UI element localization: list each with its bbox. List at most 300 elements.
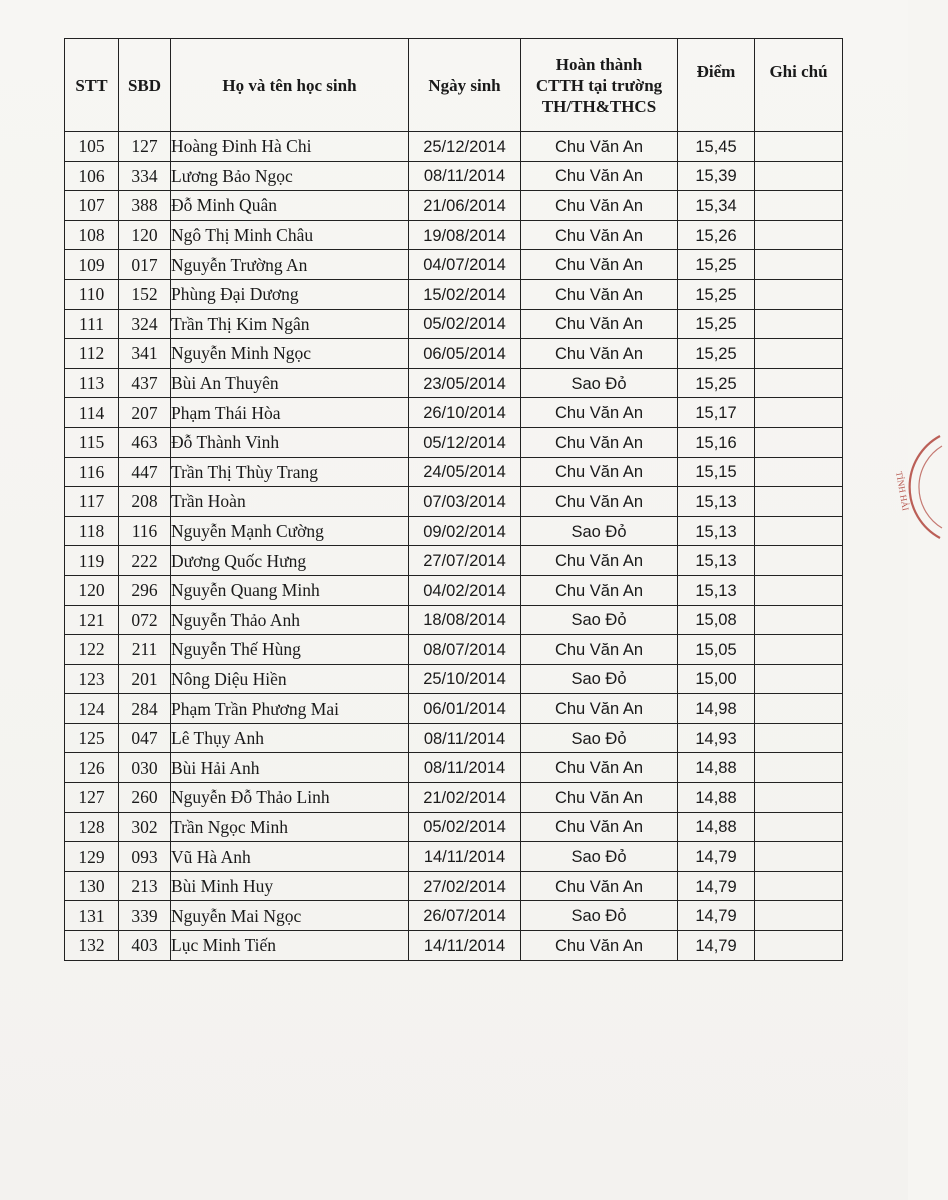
- row-stt: [65, 220, 119, 250]
- row-school: [521, 516, 678, 546]
- row-date-of-birth-text: 04/07/2014: [423, 256, 506, 275]
- row-date-of-birth: [409, 664, 521, 694]
- row-stt: [65, 427, 119, 457]
- table-row: [65, 783, 843, 813]
- row-note: [755, 161, 843, 191]
- row-school-text: Chu Văn An: [554, 285, 644, 304]
- row-student-name: [171, 191, 409, 221]
- row-score-text: 15,13: [695, 581, 737, 600]
- row-stt-text: 124: [78, 698, 105, 719]
- row-school-text: Chu Văn An: [554, 936, 644, 955]
- row-sbd: [119, 871, 171, 901]
- row-sbd-text: 284: [131, 698, 158, 719]
- row-sbd: [119, 368, 171, 398]
- row-date-of-birth-text: 14/11/2014: [423, 936, 506, 955]
- row-school-text: Chu Văn An: [554, 256, 644, 275]
- row-date-of-birth-text: 05/12/2014: [423, 433, 506, 452]
- header-school-line1: Hoàn thành: [555, 54, 643, 74]
- row-student-name-text: Bùi Hải Anh: [171, 757, 260, 778]
- table-row: [65, 575, 843, 605]
- row-score: [678, 694, 755, 724]
- header-student-name: Họ và tên học sinh: [171, 39, 409, 132]
- row-student-name-text: Trần Thị Thùy Trang: [171, 461, 319, 482]
- row-score: [678, 250, 755, 280]
- row-school-text: Chu Văn An: [554, 315, 644, 334]
- row-sbd: [119, 753, 171, 783]
- row-student-name-text: Nguyễn Minh Ngọc: [171, 343, 311, 364]
- row-date-of-birth-text: 27/07/2014: [423, 552, 506, 571]
- row-student-name: [171, 250, 409, 280]
- row-score-text: 14,88: [695, 759, 737, 778]
- row-date-of-birth: [409, 723, 521, 753]
- row-date-of-birth-text: 08/11/2014: [423, 729, 506, 748]
- row-school-text: Sao Đỏ: [571, 522, 627, 541]
- row-stt: [65, 664, 119, 694]
- row-school: [521, 783, 678, 813]
- row-school: [521, 309, 678, 339]
- row-student-name-text: Phạm Trần Phương Mai: [171, 698, 340, 719]
- table-row: [65, 931, 843, 961]
- table-row: [65, 161, 843, 191]
- row-score: [678, 487, 755, 517]
- row-date-of-birth: [409, 783, 521, 813]
- row-note: [755, 664, 843, 694]
- row-score-text: 15,13: [695, 522, 737, 541]
- row-note: [755, 309, 843, 339]
- row-sbd: [119, 694, 171, 724]
- row-student-name: [171, 694, 409, 724]
- row-stt-text: 110: [78, 284, 105, 305]
- row-date-of-birth: [409, 220, 521, 250]
- row-sbd-text: 403: [131, 935, 158, 956]
- row-score-text: 14,79: [695, 907, 737, 926]
- row-school: [521, 220, 678, 250]
- row-stt-text: 122: [78, 639, 105, 660]
- row-sbd-text: 116: [131, 521, 158, 542]
- row-stt-text: 106: [78, 165, 105, 186]
- row-student-name: [171, 516, 409, 546]
- row-note: [755, 546, 843, 576]
- row-date-of-birth-text: 26/07/2014: [423, 907, 506, 926]
- row-stt-text: 131: [78, 905, 105, 926]
- row-note: [755, 812, 843, 842]
- row-date-of-birth: [409, 753, 521, 783]
- row-date-of-birth: [409, 279, 521, 309]
- row-student-name: [171, 309, 409, 339]
- row-score: [678, 132, 755, 162]
- row-score-text: 14,79: [695, 848, 737, 867]
- row-student-name: [171, 605, 409, 635]
- row-school: [521, 487, 678, 517]
- row-student-name-text: Ngô Thị Minh Châu: [171, 225, 314, 246]
- row-school-text: Chu Văn An: [554, 492, 644, 511]
- row-date-of-birth-text: 15/02/2014: [423, 285, 506, 304]
- row-student-name-text: Trần Ngọc Minh: [171, 816, 288, 837]
- row-school-text: Chu Văn An: [554, 344, 644, 363]
- row-stt-text: 114: [78, 402, 105, 423]
- row-student-name: [171, 723, 409, 753]
- table-row: [65, 664, 843, 694]
- row-score-text: 15,25: [695, 256, 737, 275]
- row-stt: [65, 901, 119, 931]
- row-date-of-birth-text: 06/01/2014: [423, 700, 506, 719]
- row-sbd: [119, 931, 171, 961]
- row-school-text: Chu Văn An: [554, 137, 644, 156]
- row-score: [678, 427, 755, 457]
- table-row: [65, 250, 843, 280]
- row-note: [755, 931, 843, 961]
- row-stt: [65, 635, 119, 665]
- row-sbd-text: 324: [131, 313, 158, 334]
- row-score-text: 14,79: [695, 877, 737, 896]
- row-student-name-text: Nguyễn Mai Ngọc: [171, 905, 302, 926]
- row-stt: [65, 398, 119, 428]
- row-date-of-birth: [409, 132, 521, 162]
- row-date-of-birth: [409, 931, 521, 961]
- table-header-row: [65, 39, 843, 132]
- row-score: [678, 575, 755, 605]
- row-score-text: 15,15: [695, 463, 737, 482]
- row-sbd: [119, 546, 171, 576]
- row-score: [678, 309, 755, 339]
- table-row: [65, 842, 843, 872]
- row-student-name: [171, 339, 409, 369]
- header-school-line3: TH/TH&THCS: [541, 96, 657, 116]
- row-student-name-text: Trần Thị Kim Ngân: [171, 313, 310, 334]
- row-school-text: Chu Văn An: [554, 759, 644, 778]
- student-results-table: [64, 38, 843, 961]
- row-date-of-birth-text: 19/08/2014: [423, 226, 506, 245]
- table-row: [65, 487, 843, 517]
- row-student-name: [171, 901, 409, 931]
- row-sbd-text: 222: [131, 550, 158, 571]
- row-date-of-birth-text: 25/12/2014: [423, 137, 506, 156]
- row-sbd-text: 017: [131, 254, 158, 275]
- row-student-name: [171, 457, 409, 487]
- row-school-text: Chu Văn An: [554, 196, 644, 215]
- row-date-of-birth-text: 21/02/2014: [423, 788, 506, 807]
- row-score: [678, 161, 755, 191]
- table-row: [65, 368, 843, 398]
- row-note: [755, 783, 843, 813]
- row-school-text: Sao Đỏ: [571, 670, 627, 689]
- row-school: [521, 250, 678, 280]
- table-row: [65, 901, 843, 931]
- row-stt: [65, 191, 119, 221]
- header-school: [521, 39, 678, 132]
- header-score: Điểm: [678, 39, 755, 132]
- row-stt: [65, 723, 119, 753]
- row-stt: [65, 546, 119, 576]
- table-row: [65, 516, 843, 546]
- table-row: [65, 605, 843, 635]
- row-score: [678, 220, 755, 250]
- row-stt-text: 107: [78, 195, 105, 216]
- row-stt-text: 113: [78, 373, 105, 394]
- row-date-of-birth: [409, 694, 521, 724]
- row-school: [521, 931, 678, 961]
- row-sbd-text: 120: [131, 225, 158, 246]
- row-score-text: 14,88: [695, 818, 737, 837]
- row-stt-text: 119: [78, 550, 105, 571]
- row-school: [521, 191, 678, 221]
- row-sbd: [119, 279, 171, 309]
- row-date-of-birth: [409, 635, 521, 665]
- row-student-name-text: Nguyễn Trường An: [171, 254, 308, 275]
- table-row: [65, 339, 843, 369]
- row-date-of-birth: [409, 871, 521, 901]
- row-student-name: [171, 546, 409, 576]
- row-stt: [65, 753, 119, 783]
- row-school-text: Sao Đỏ: [571, 374, 627, 393]
- row-date-of-birth-text: 08/11/2014: [423, 167, 506, 186]
- row-school-text: Chu Văn An: [554, 226, 644, 245]
- row-school-text: Chu Văn An: [554, 700, 644, 719]
- table-row: [65, 723, 843, 753]
- official-seal-stamp: [878, 432, 948, 542]
- table-row: [65, 871, 843, 901]
- row-sbd-text: 152: [131, 284, 158, 305]
- row-stt: [65, 339, 119, 369]
- row-student-name-text: Đỗ Minh Quân: [171, 195, 277, 216]
- row-student-name-text: Vũ Hà Anh: [171, 846, 251, 867]
- row-date-of-birth: [409, 368, 521, 398]
- row-note: [755, 220, 843, 250]
- row-stt-text: 111: [79, 313, 104, 334]
- row-score: [678, 457, 755, 487]
- row-sbd: [119, 191, 171, 221]
- table-row: [65, 191, 843, 221]
- row-sbd: [119, 575, 171, 605]
- row-school: [521, 161, 678, 191]
- row-student-name: [171, 575, 409, 605]
- row-date-of-birth-text: 23/05/2014: [423, 374, 506, 393]
- row-student-name: [171, 398, 409, 428]
- row-school: [521, 398, 678, 428]
- row-student-name-text: Đỗ Thành Vinh: [171, 432, 280, 453]
- row-sbd-text: 334: [131, 165, 158, 186]
- row-school-text: Chu Văn An: [554, 818, 644, 837]
- row-school: [521, 427, 678, 457]
- row-stt-text: 117: [78, 491, 105, 512]
- row-stt-text: 126: [78, 757, 105, 778]
- row-date-of-birth-text: 05/02/2014: [423, 818, 506, 837]
- row-sbd-text: 447: [131, 461, 158, 482]
- row-student-name-text: Nguyễn Mạnh Cường: [171, 521, 324, 542]
- row-student-name: [171, 132, 409, 162]
- row-student-name: [171, 664, 409, 694]
- row-date-of-birth: [409, 575, 521, 605]
- row-note: [755, 487, 843, 517]
- row-sbd: [119, 516, 171, 546]
- row-date-of-birth-text: 08/07/2014: [423, 640, 506, 659]
- row-score-text: 15,45: [695, 137, 737, 156]
- row-student-name: [171, 220, 409, 250]
- table-row: [65, 457, 843, 487]
- row-student-name-text: Phùng Đại Dương: [171, 284, 299, 305]
- row-student-name-text: Lương Bảo Ngọc: [171, 165, 293, 186]
- row-date-of-birth: [409, 516, 521, 546]
- row-sbd-text: 341: [131, 343, 158, 364]
- row-sbd: [119, 605, 171, 635]
- table-row: [65, 812, 843, 842]
- row-stt-text: 121: [78, 609, 105, 630]
- header-sbd: SBD: [119, 39, 171, 132]
- row-school: [521, 694, 678, 724]
- row-stt: [65, 694, 119, 724]
- row-sbd-text: 463: [131, 432, 158, 453]
- table-row: [65, 546, 843, 576]
- row-stt: [65, 161, 119, 191]
- row-stt: [65, 783, 119, 813]
- row-date-of-birth-text: 18/08/2014: [423, 611, 506, 630]
- row-date-of-birth-text: 14/11/2014: [423, 848, 506, 867]
- row-school-text: Chu Văn An: [554, 433, 644, 452]
- row-school: [521, 339, 678, 369]
- row-note: [755, 191, 843, 221]
- row-stt: [65, 457, 119, 487]
- row-school: [521, 723, 678, 753]
- row-note: [755, 427, 843, 457]
- row-date-of-birth-text: 08/11/2014: [423, 759, 506, 778]
- row-school-text: Sao Đỏ: [571, 729, 627, 748]
- row-stt: [65, 871, 119, 901]
- row-score: [678, 901, 755, 931]
- row-date-of-birth: [409, 309, 521, 339]
- row-student-name: [171, 753, 409, 783]
- row-stt: [65, 812, 119, 842]
- row-stt-text: 132: [78, 935, 105, 956]
- row-student-name-text: Dương Quốc Hưng: [171, 550, 307, 571]
- row-score-text: 15,00: [695, 670, 737, 689]
- row-date-of-birth: [409, 546, 521, 576]
- row-note: [755, 753, 843, 783]
- row-note: [755, 279, 843, 309]
- row-sbd-text: 201: [131, 668, 158, 689]
- row-stt: [65, 250, 119, 280]
- row-sbd: [119, 161, 171, 191]
- row-student-name-text: Hoàng Đinh Hà Chi: [171, 136, 312, 157]
- row-student-name: [171, 871, 409, 901]
- row-stt-text: 108: [78, 225, 105, 246]
- row-sbd: [119, 250, 171, 280]
- row-school: [521, 457, 678, 487]
- row-note: [755, 901, 843, 931]
- table-row: [65, 220, 843, 250]
- row-sbd: [119, 901, 171, 931]
- row-score-text: 15,25: [695, 315, 737, 334]
- row-sbd-text: 302: [131, 816, 158, 837]
- row-sbd: [119, 457, 171, 487]
- row-stt: [65, 487, 119, 517]
- row-stt-text: 125: [78, 728, 105, 749]
- table-row: [65, 635, 843, 665]
- row-school-text: Chu Văn An: [554, 877, 644, 896]
- row-sbd-text: 093: [131, 846, 158, 867]
- row-student-name-text: Nguyễn Đỗ Thảo Linh: [171, 787, 330, 808]
- row-sbd: [119, 812, 171, 842]
- row-date-of-birth: [409, 339, 521, 369]
- row-score: [678, 339, 755, 369]
- row-date-of-birth-text: 24/05/2014: [423, 463, 506, 482]
- row-score-text: 15,08: [695, 611, 737, 630]
- row-score-text: 14,88: [695, 788, 737, 807]
- row-school: [521, 753, 678, 783]
- row-date-of-birth-text: 06/05/2014: [423, 344, 506, 363]
- row-score: [678, 753, 755, 783]
- row-score-text: 14,98: [695, 700, 737, 719]
- row-score: [678, 546, 755, 576]
- row-student-name: [171, 161, 409, 191]
- row-sbd: [119, 487, 171, 517]
- table-row: [65, 694, 843, 724]
- row-sbd: [119, 339, 171, 369]
- row-sbd-text: 213: [131, 876, 158, 897]
- row-student-name: [171, 635, 409, 665]
- row-stt-text: 129: [78, 846, 105, 867]
- row-date-of-birth-text: 25/10/2014: [423, 670, 506, 689]
- row-note: [755, 132, 843, 162]
- row-sbd: [119, 664, 171, 694]
- row-sbd-text: 208: [131, 491, 158, 512]
- row-score-text: 15,16: [695, 433, 737, 452]
- row-school: [521, 664, 678, 694]
- row-score-text: 15,25: [695, 285, 737, 304]
- header-stt: STT: [65, 39, 119, 132]
- row-school-text: Chu Văn An: [554, 463, 644, 482]
- row-date-of-birth: [409, 487, 521, 517]
- row-student-name-text: Lục Minh Tiến: [171, 935, 277, 956]
- row-student-name-text: Nguyễn Quang Minh: [171, 580, 320, 601]
- row-student-name: [171, 368, 409, 398]
- row-note: [755, 605, 843, 635]
- row-school-text: Chu Văn An: [554, 581, 644, 600]
- row-note: [755, 694, 843, 724]
- header-note: Ghi chú: [755, 39, 843, 132]
- row-school: [521, 842, 678, 872]
- row-stt-text: 105: [78, 136, 105, 157]
- row-stt-text: 123: [78, 668, 105, 689]
- row-school: [521, 901, 678, 931]
- row-note: [755, 250, 843, 280]
- row-note: [755, 516, 843, 546]
- row-school-text: Chu Văn An: [554, 404, 644, 423]
- row-score-text: 15,25: [695, 344, 737, 363]
- row-stt-text: 115: [78, 432, 105, 453]
- row-stt-text: 109: [78, 254, 105, 275]
- row-sbd-text: 211: [131, 639, 158, 660]
- row-score: [678, 664, 755, 694]
- row-date-of-birth: [409, 901, 521, 931]
- row-stt: [65, 842, 119, 872]
- table-row: [65, 427, 843, 457]
- row-note: [755, 368, 843, 398]
- row-score-text: 15,25: [695, 374, 737, 393]
- row-sbd: [119, 309, 171, 339]
- row-student-name: [171, 931, 409, 961]
- row-note: [755, 871, 843, 901]
- row-sbd-text: 260: [131, 787, 158, 808]
- row-school-text: Sao Đỏ: [571, 907, 627, 926]
- table-row: [65, 279, 843, 309]
- table-row: [65, 309, 843, 339]
- row-note: [755, 398, 843, 428]
- row-sbd: [119, 842, 171, 872]
- row-sbd: [119, 132, 171, 162]
- row-date-of-birth: [409, 812, 521, 842]
- row-sbd: [119, 398, 171, 428]
- row-student-name: [171, 279, 409, 309]
